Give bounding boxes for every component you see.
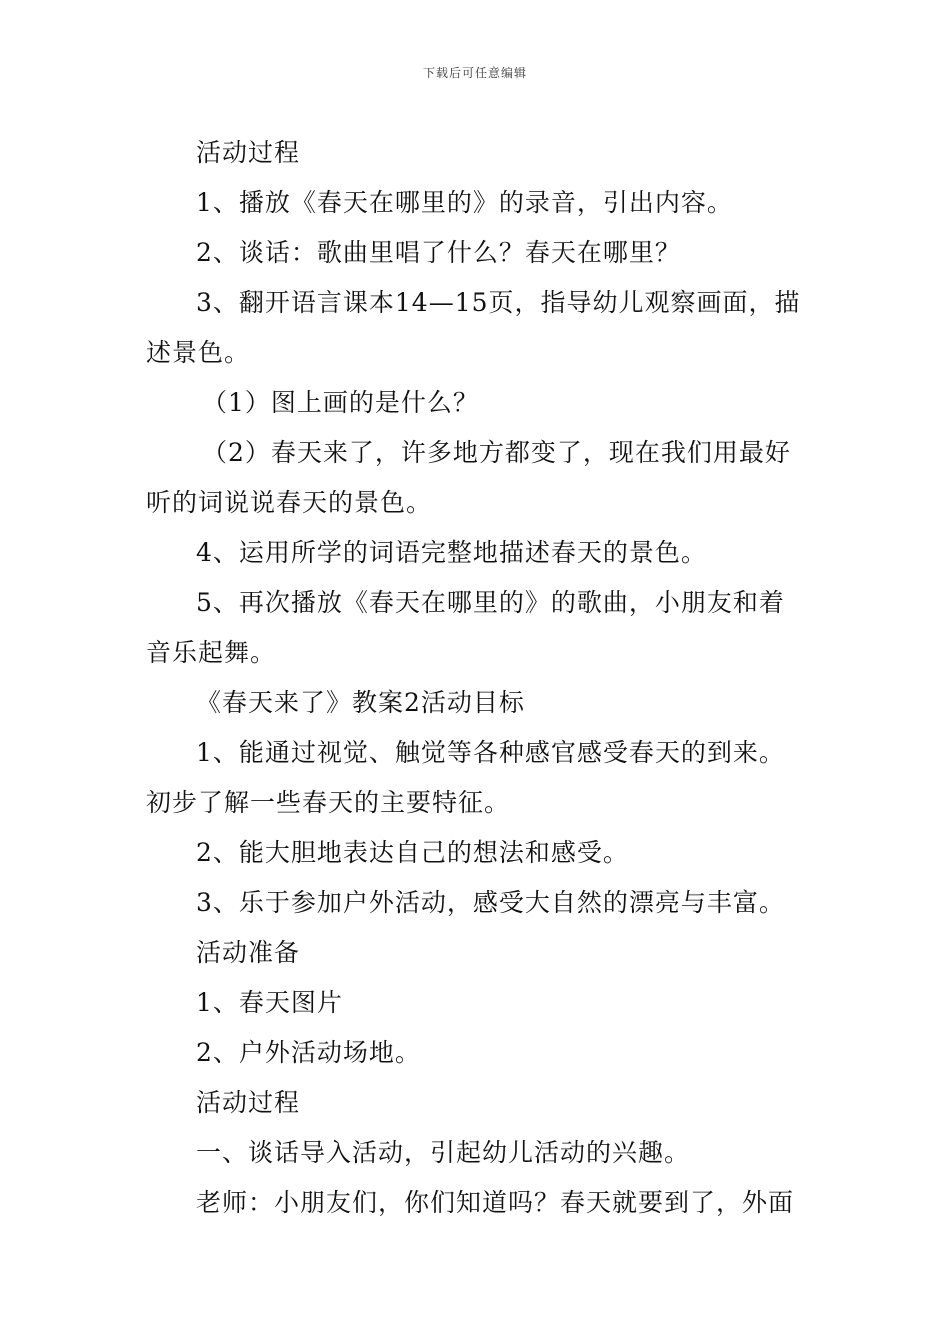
section-heading: 活动准备 [196,938,301,967]
paragraph: 1、能通过视觉、触觉等各种感官感受春天的到来。初步了解一些春天的主要特征。 [146,738,785,817]
paragraph: 2、户外活动场地。 [196,1038,421,1067]
paragraph: 3、翻开语言课本14—15页，指导幼儿观察画面，描述景色。 [146,288,801,367]
section-heading: 《春天来了》教案2活动目标 [196,688,525,717]
header-note: 下载后可任意编辑 [422,66,527,80]
paragraph: 老师：小朋友们，你们知道吗？春天就要到了，外面 [196,1188,795,1217]
paragraph: 1、春天图片 [196,988,343,1017]
paragraph: 一、谈话导入活动，引起幼儿活动的兴趣。 [196,1138,691,1167]
document-body [146,128,808,1228]
section-heading: 活动过程 [196,138,301,167]
paragraph: 4、运用所学的词语完整地描述春天的景色。 [196,538,707,567]
paragraph: 2、能大胆地表达自己的想法和感受。 [196,838,629,867]
paragraph: 2、谈话：歌曲里唱了什么？春天在哪里？ [196,238,681,267]
paragraph: （1）图上画的是什么？ [202,388,479,417]
section-heading: 活动过程 [196,1088,301,1117]
paragraph: 3、乐于参加户外活动，感受大自然的漂亮与丰富。 [196,888,785,917]
paragraph: 1、播放《春天在哪里的》的录音，引出内容。 [196,188,733,217]
paragraph: （2）春天来了，许多地方都变了，现在我们用最好听的词说说春天的景色。 [146,438,791,517]
paragraph: 5、再次播放《春天在哪里的》的歌曲，小朋友和着音乐起舞。 [146,588,785,667]
